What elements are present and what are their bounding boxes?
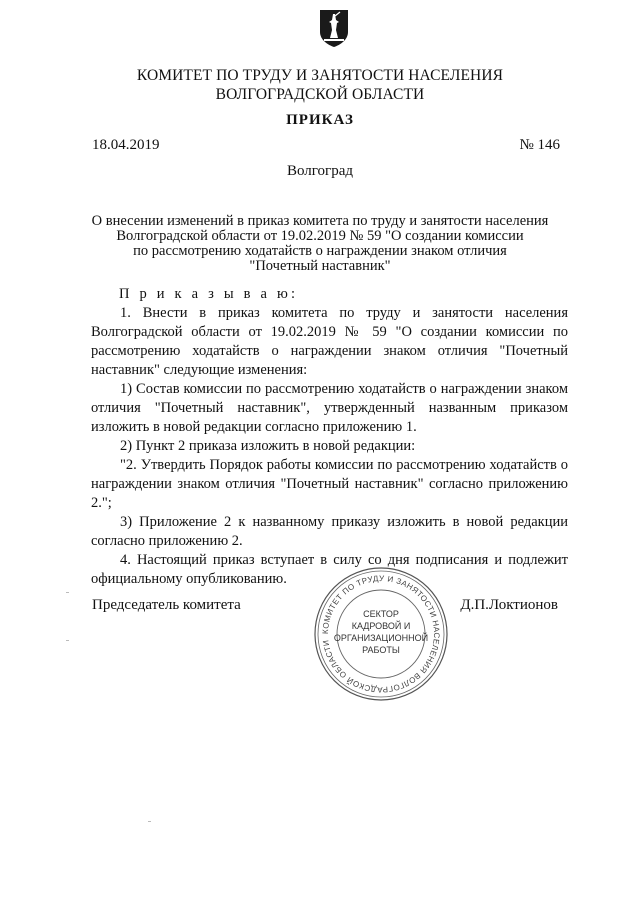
paragraph-4: "2. Утвердить Порядок работы комиссии по рассмотрению ходатайств о награждении знаком отличия "Почетный наставник" согласно приложению 2."; [91,457,568,511]
signer-title: Председатель комитета [92,597,241,613]
scan-speck [66,592,69,593]
subject-line: Волгоградской области от 19.02.2019 № 59 "О создании комиссии [116,228,524,244]
document-number: № 146 [519,137,560,153]
city-name: Волгоград [286,163,353,179]
subject-line: по рассмотрению ходатайств о награждении знаком отличия [133,243,507,259]
stamp-line: РАБОТЫ [362,645,400,655]
scan-speck [148,821,151,822]
paragraph-3: 2) Пункт 2 приказа изложить в новой редакции: [120,438,416,454]
scan-speck [66,640,69,641]
order-word: П р и к а з ы в а ю: [119,286,299,302]
organization-name-line1: КОМИТЕТ ПО ТРУДУ И ЗАНЯТОСТИ НАСЕЛЕНИЯ [136,67,504,84]
paragraph-2: 1) Состав комиссии по рассмотрению ходатайств о награждении знаком отличия "Почетный наставник", утвержденный названным приказом изложить в новой редакции согласно приложению 1. [91,381,568,435]
signer-name: Д.П.Локтионов [460,597,558,613]
stamp-line: СЕКТОР [363,609,399,619]
document-date: 18.04.2019 [92,137,160,153]
official-stamp [313,566,449,702]
organization-name-line2: ВОЛГОГРАДСКОЙ ОБЛАСТИ [215,86,425,103]
paragraph-1: 1. Внести в приказ комитета по труду и занятости населения Волгоградской области от 19.02.2019 № 59 "О создании комиссии по рассмотрению ходатайств о награждении знаком отличия "Почетный наставник" следующие изменения: [91,305,568,378]
paragraph-5: 3) Приложение 2 к названному приказу изложить в новой редакции согласно приложению 2. [91,514,568,549]
coat-of-arms-emblem [318,8,350,48]
subject-line: О внесении изменений в приказ комитета по труду и занятости населения [91,213,549,229]
stamp-line: КАДРОВОЙ И [351,621,411,631]
paragraph-6: 4. Настоящий приказ вступает в силу со дня подписания и подлежит официальному опубликованию. [91,552,568,587]
subject-line: "Почетный наставник" [249,258,391,274]
stamp-line: ОРГАНИЗАЦИОННОЙ [333,633,429,643]
stamp-inner-text [313,608,449,656]
document-subject [0,214,640,274]
stamp-ring-text: КОМИТЕТ ПО ТРУДУ И ЗАНЯТОСТИ НАСЕЛЕНИЯ ВОЛГОГРАДСКОЙ ОБЛАСТИ [320,573,442,695]
document-body [91,285,568,589]
document-type: ПРИКАЗ [286,112,354,128]
